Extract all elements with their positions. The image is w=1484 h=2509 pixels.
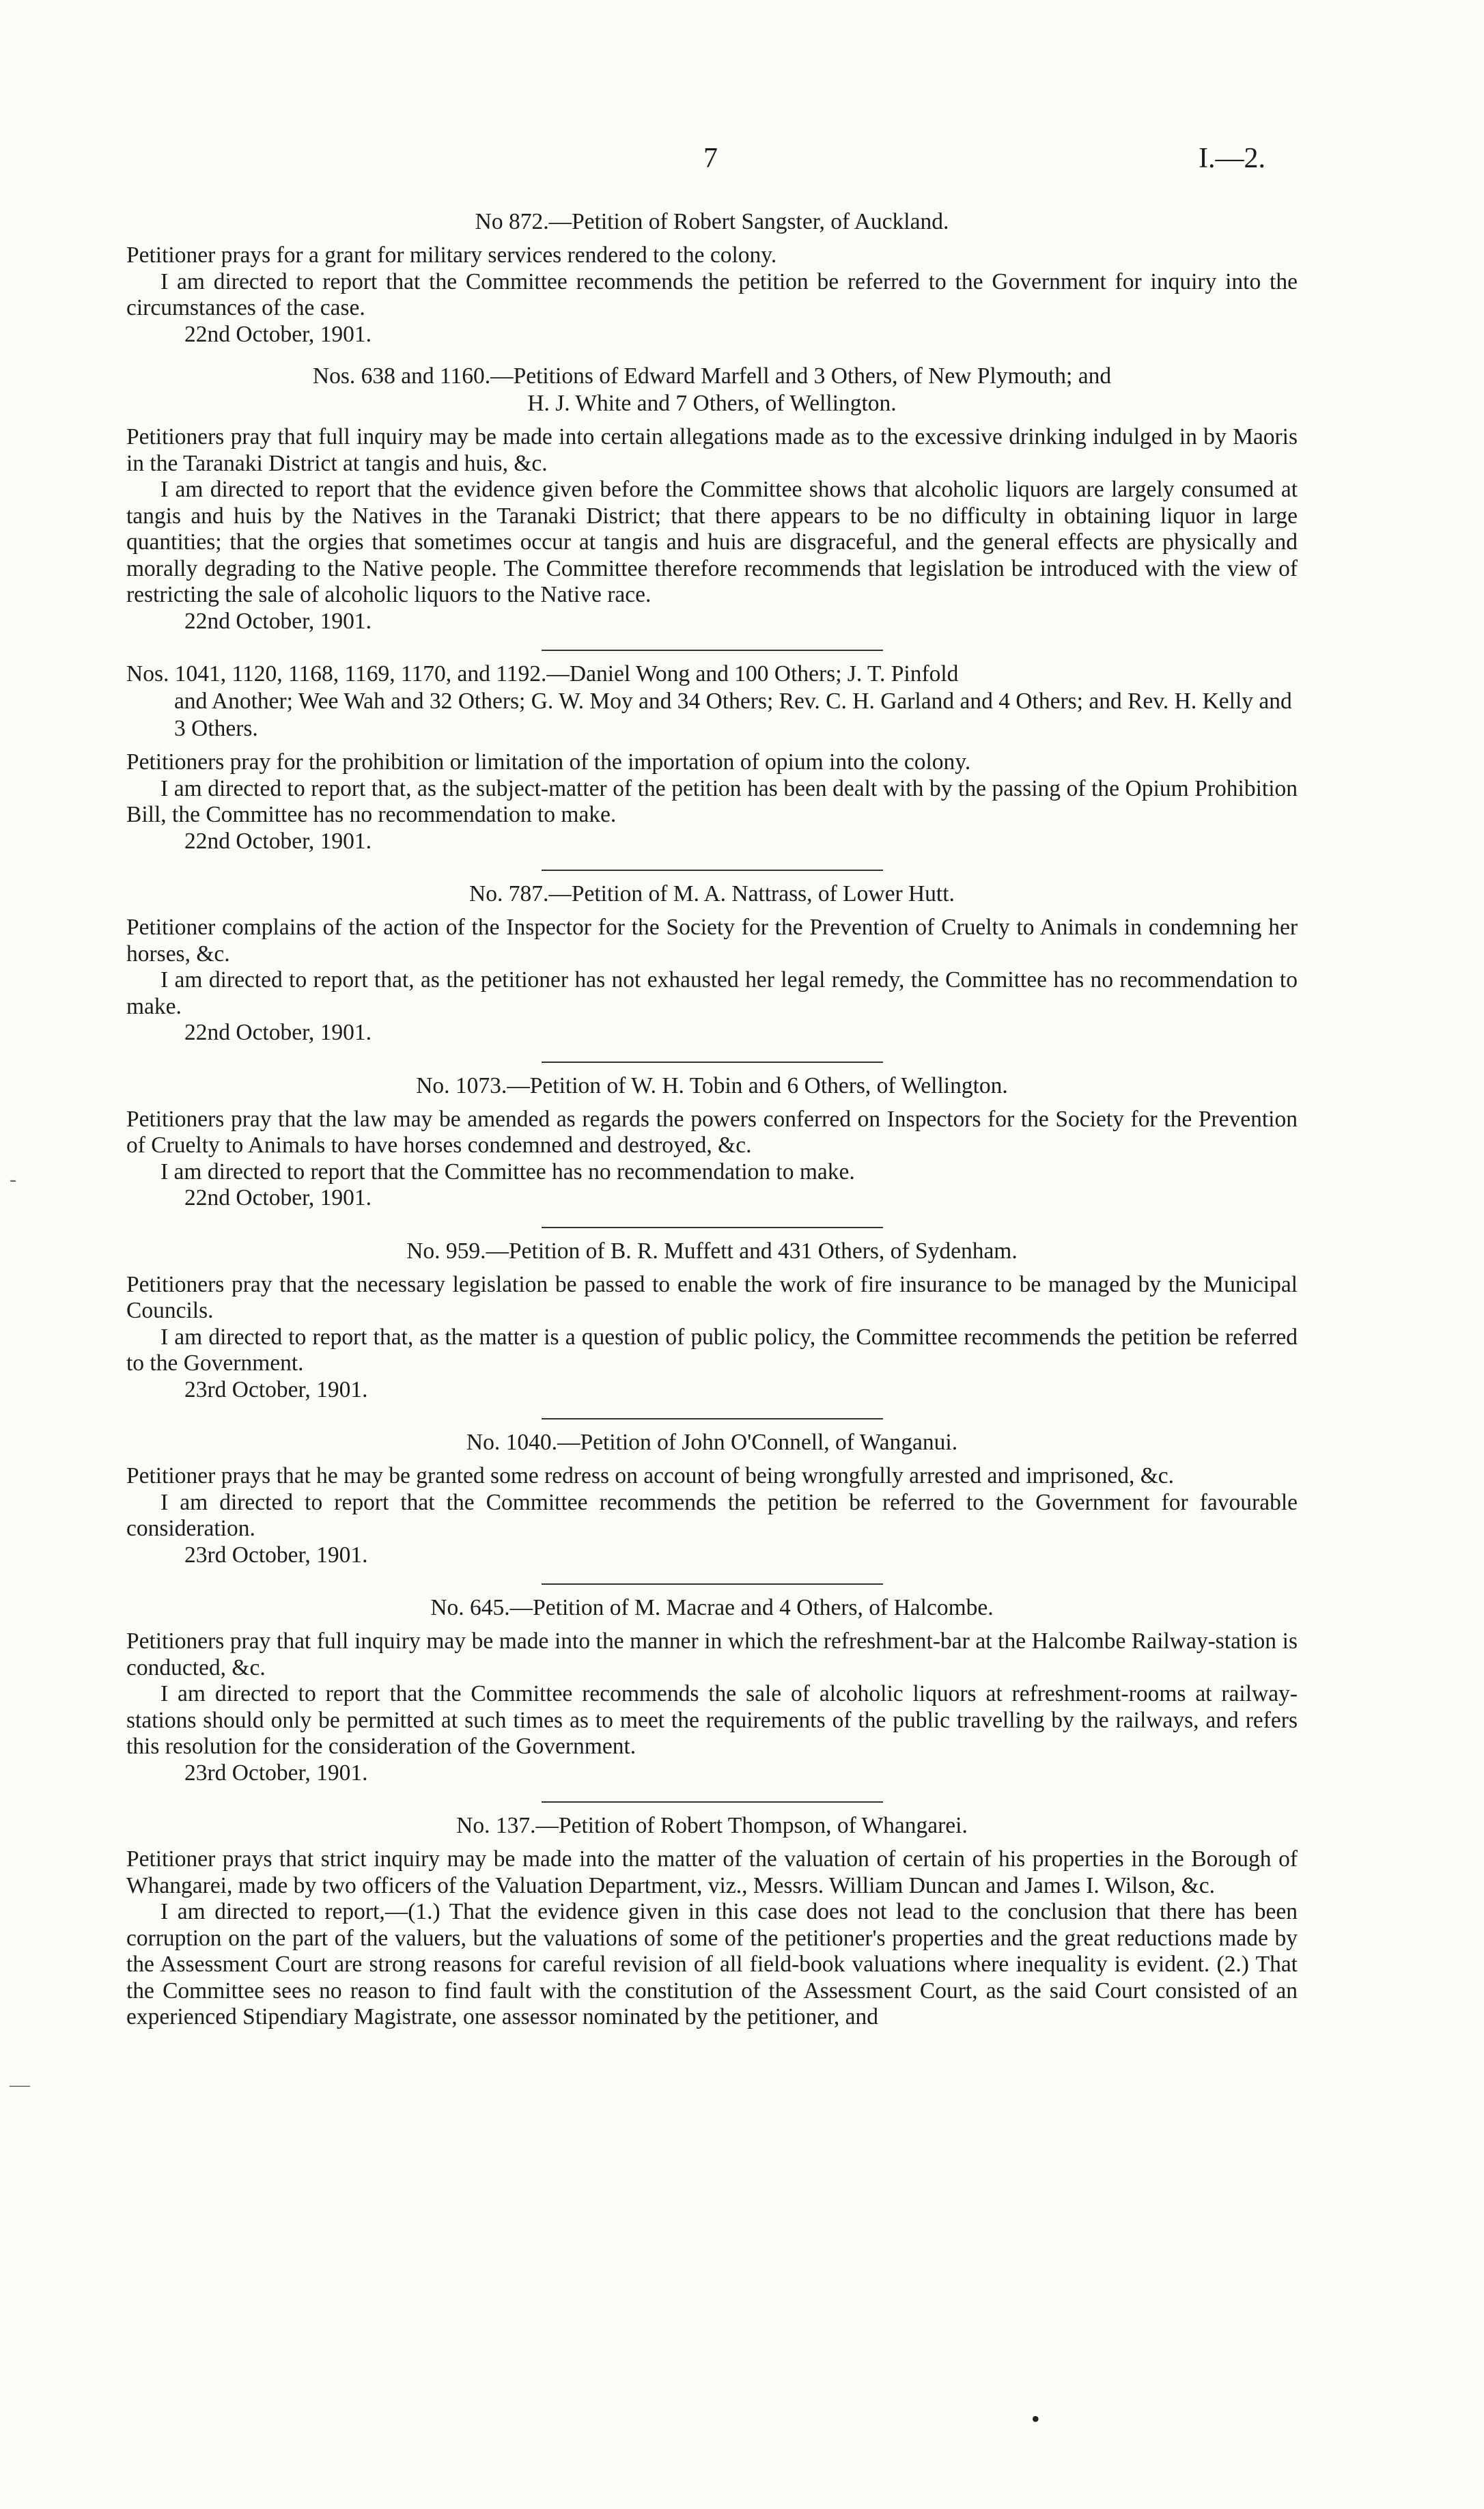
petition-heading-line: H. J. White and 7 Others, of Wellington. (527, 391, 897, 416)
petition-heading (126, 363, 1298, 417)
petition-prayer: Petitioners pray that the necessary legislation be passed to enable the work of fire insurance to be managed by the Municipal Councils. (126, 1271, 1298, 1323)
section-divider (542, 1418, 883, 1419)
report-date: 23rd October, 1901. (184, 1542, 368, 1568)
petition-entry (126, 661, 1298, 855)
paper-code: I.—2. (1199, 143, 1265, 174)
report-date: 22nd October, 1901. (184, 828, 372, 854)
page-number: 7 (703, 143, 718, 174)
section-divider (542, 1062, 883, 1063)
petition-entry (126, 363, 1298, 635)
petition-entry (126, 1238, 1298, 1404)
petition-entry (126, 208, 1298, 348)
petition-heading: No. 1040.—Petition of John O'Connell, of Wanganui. (466, 1430, 958, 1455)
petition-heading: No. 137.—Petition of Robert Thompson, of Whangarei. (456, 1813, 968, 1838)
petition-entry (126, 1072, 1298, 1212)
committee-report: I am directed to report that the Committee has no recommendation to make. (160, 1159, 855, 1184)
petition-prayer: Petitioner prays that he may be granted some redress on account of being wrongfully arrested and imprisoned, &c. (126, 1463, 1175, 1488)
ink-dot-icon: • (1031, 2405, 1040, 2432)
report-date: 22nd October, 1901. (184, 1020, 372, 1045)
petition-entry (126, 881, 1298, 1046)
section-divider (542, 870, 883, 871)
section-divider (542, 650, 883, 651)
petition-prayer: Petitioners pray that the law may be amended as regards the powers conferred on Inspectors for the Society for the Prevention of Cruelty to Animals to have horses condemned and destroyed, &c. (126, 1106, 1298, 1158)
document-body (126, 208, 1298, 2046)
committee-report: I am directed to report that the Committee recommends the petition be referred to the Government for favourable consideration. (126, 1489, 1298, 1541)
petition-heading-line: and Another; Wee Wah and 32 Others; G. W. Moy and 34 Others; Rev. C. H. Garland and 4 Others; and Rev. H. Kelly and 3 Others. (174, 689, 1292, 741)
petition-heading: No. 1073.—Petition of W. H. Tobin and 6 Others, of Wellington. (416, 1072, 1008, 1098)
petition-prayer: Petitioners pray that full inquiry may be made into the manner in which the refreshment-bar at the Halcombe Railway-station is conducted, &c. (126, 1628, 1298, 1680)
section-divider (542, 1227, 883, 1228)
petition-prayer: Petitioner prays for a grant for military services rendered to the colony. (126, 242, 777, 268)
margin-mark-icon: — (10, 2073, 30, 2096)
report-date: 23rd October, 1901. (184, 1376, 368, 1402)
petition-heading: No. 959.—Petition of B. R. Muffett and 431 Others, of Sydenham. (406, 1238, 1018, 1264)
committee-report: I am directed to report that, as the matter is a question of public policy, the Committee recommends the petition be referred to the Government. (126, 1324, 1298, 1376)
petition-heading-line: Nos. 638 and 1160.—Petitions of Edward Marfell and 3 Others, of New Plymouth; and (312, 363, 1112, 389)
petition-prayer: Petitioner complains of the action of the Inspector for the Society for the Prevention of Cruelty to Animals in condemning her horses, &c. (126, 915, 1298, 967)
committee-report: I am directed to report that the Committee recommends the petition be referred to the Government for inquiry into the circumstances of the case. (126, 268, 1298, 320)
committee-report: I am directed to report that, as the subject-matter of the petition has been dealt with by the passing of the Opium Prohibition Bill, the Committee has no recommendation to make. (126, 775, 1298, 827)
margin-mark-icon: ‑ (10, 1168, 16, 1191)
petition-prayer: Petitioners pray that full inquiry may be made into certain allegations made as to the excessive drinking indulged in by Maoris in the Taranaki District at tangis and huis, &c. (126, 424, 1298, 476)
report-date: 23rd October, 1901. (184, 1760, 368, 1786)
petition-prayer: Petitioner prays that strict inquiry may be made into the matter of the valuation of certain of his properties in the Borough of Whangarei, made by two officers of the Valuation Department, viz., Messrs. William Duncan and James I. Wilson, &c. (126, 1846, 1298, 1898)
petition-heading-line: Nos. 1041, 1120, 1168, 1169, 1170, and 1192.—Daniel Wong and 100 Others; J. T. Pinfold (126, 661, 959, 687)
section-divider (542, 1583, 883, 1585)
committee-report: I am directed to report that the evidence given before the Committee shows that alcoholic liquors are largely consumed at tangis and huis by the Natives in the Taranaki District; that there appears to be no difficulty in obtaining liquor in large quantities; that the orgies that sometimes occur at tangis and huis are disgraceful, and the general effects are physically and morally degrading to the Native people. The Committee therefore recommends that legislation be introduced with the view of restricting the sale of alcoholic liquors to the Native race. (126, 477, 1298, 607)
petition-heading: No. 787.—Petition of M. A. Nattrass, of Lower Hutt. (469, 881, 955, 906)
committee-report: I am directed to report that, as the petitioner has not exhausted her legal remedy, the Committee has no recommendation to make. (126, 967, 1298, 1019)
committee-report: I am directed to report that the Committee recommends the sale of alcoholic liquors at refreshment-rooms at railway-stations should only be permitted at such times as to meet the requirements of the public travelling by the railways, and refers this resolution for the consideration of the Government. (126, 1681, 1298, 1759)
committee-report: I am directed to report,—(1.) That the evidence given in this case does not lead to the conclusion that there has been corruption on the part of the valuers, but the valuations of some of the petitioner's properties and the great reductions made by the Assessment Court are strong reasons for careful revision of all field-book valuations where inequality is evident. (2.) That the Committee sees no reason to find fault with the constitution of the Assessment Court, as the said Court consisted of an experienced Stipendiary Magistrate, one assessor nominated by the petitioner, and (126, 1899, 1298, 2029)
report-date: 22nd October, 1901. (184, 321, 372, 347)
section-divider (542, 1801, 883, 1803)
report-date: 22nd October, 1901. (184, 608, 372, 634)
petition-prayer: Petitioners pray for the prohibition or limitation of the importation of opium into the colony. (126, 749, 971, 775)
report-date: 22nd October, 1901. (184, 1185, 372, 1210)
petition-heading: No 872.—Petition of Robert Sangster, of Auckland. (475, 209, 949, 234)
petition-entry (126, 1594, 1298, 1786)
petition-heading (126, 661, 1298, 743)
petition-heading: No. 645.—Petition of M. Macrae and 4 Others, of Halcombe. (430, 1595, 994, 1620)
petition-entry (126, 1812, 1298, 2031)
petition-entry (126, 1429, 1298, 1568)
